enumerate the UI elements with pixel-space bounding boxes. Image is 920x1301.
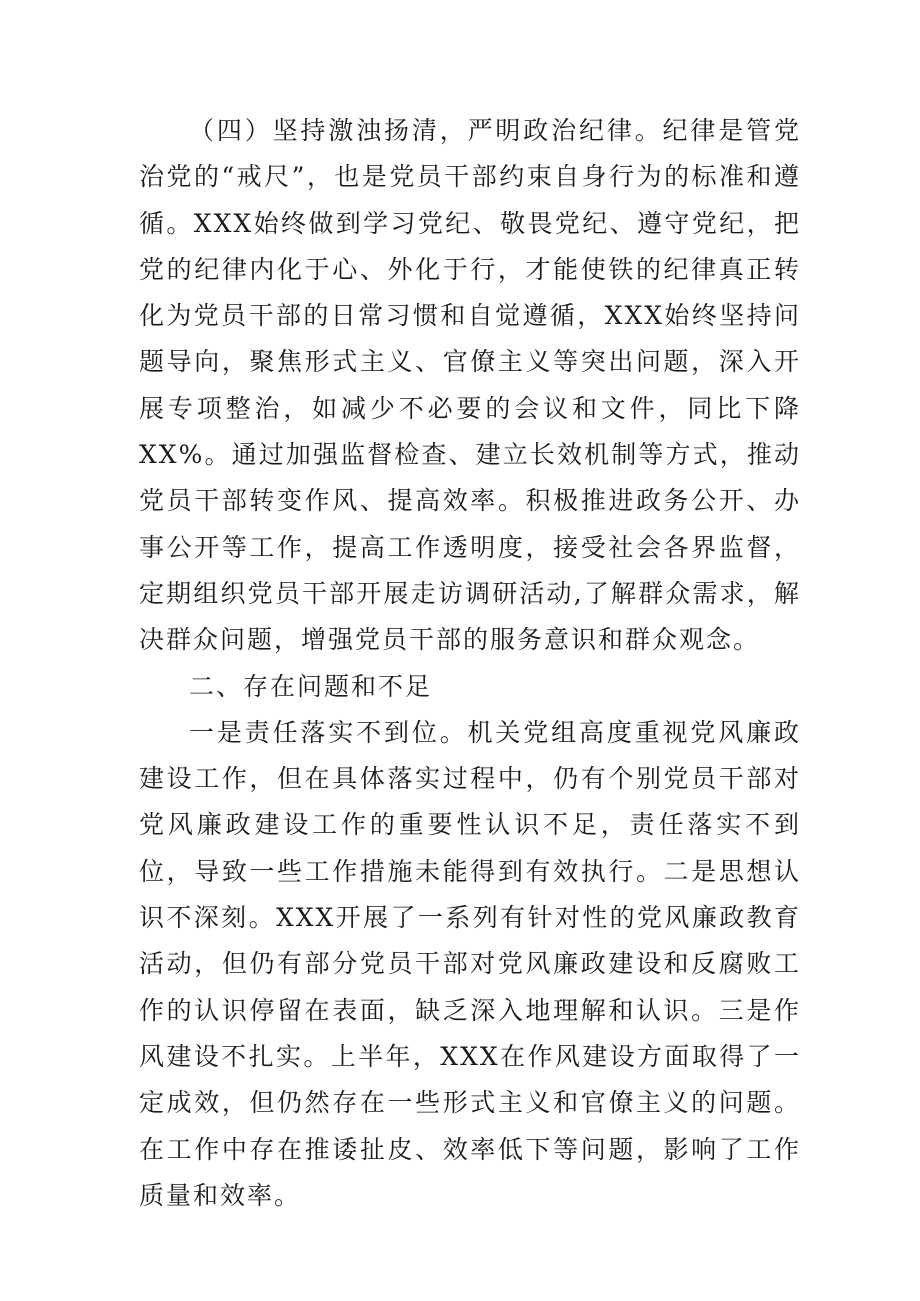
paragraph-discipline: （四）坚持激浊扬清，严明政治纪律。纪律是管党治党的“戒尺”，也是党员干部约束自身行为的标准和遵循。XXX始终做到学习党纪、敬畏党纪、遵守党纪，把党的纪律内化于心、外化于行，才能使铁的纪律真正转化为党员干部的日常习惯和自觉遵循，XXX始终坚持问题导向，聚焦形式主义、官僚主义等突出问题，深入开展专项整治，如减少不必要的会议和文件，同比下降XX%。通过加强监督检查、建立长效机制等方式，推动党员干部转变作风、提高效率。积极推进政务公开、办事公开等工作，提高工作透明度，接受社会各界监督，定期组织党员干部开展走访调研活动,了解群众需求，解决群众问题，增强党员干部的服务意识和群众观念。 bbox=[139, 116, 801, 655]
paragraph-problems: 一是责任落实不到位。机关党组高度重视党风廉政建设工作，但在具体落实过程中，仍有个别党员干部对党风廉政建设工作的重要性认识不足，责任落实不到位，导致一些工作措施未能得到有效执行。二是思想认识不深刻。XXX开展了一系列有针对性的党风廉政教育活动，但仍有部分党员干部对党风廉政建设和反腐败工作的认识停留在表面，缺乏深入地理解和认识。三是作风建设不扎实。上半年，XXX在作风建设方面取得了一定成效，但仍然存在一些形式主义和官僚主义的问题。在工作中存在推诿扯皮、效率低下等问题，影响了工作质量和效率。 bbox=[139, 717, 801, 1210]
section-heading-problems: 二、存在问题和不足 bbox=[189, 671, 433, 701]
document-body bbox=[139, 108, 801, 1219]
